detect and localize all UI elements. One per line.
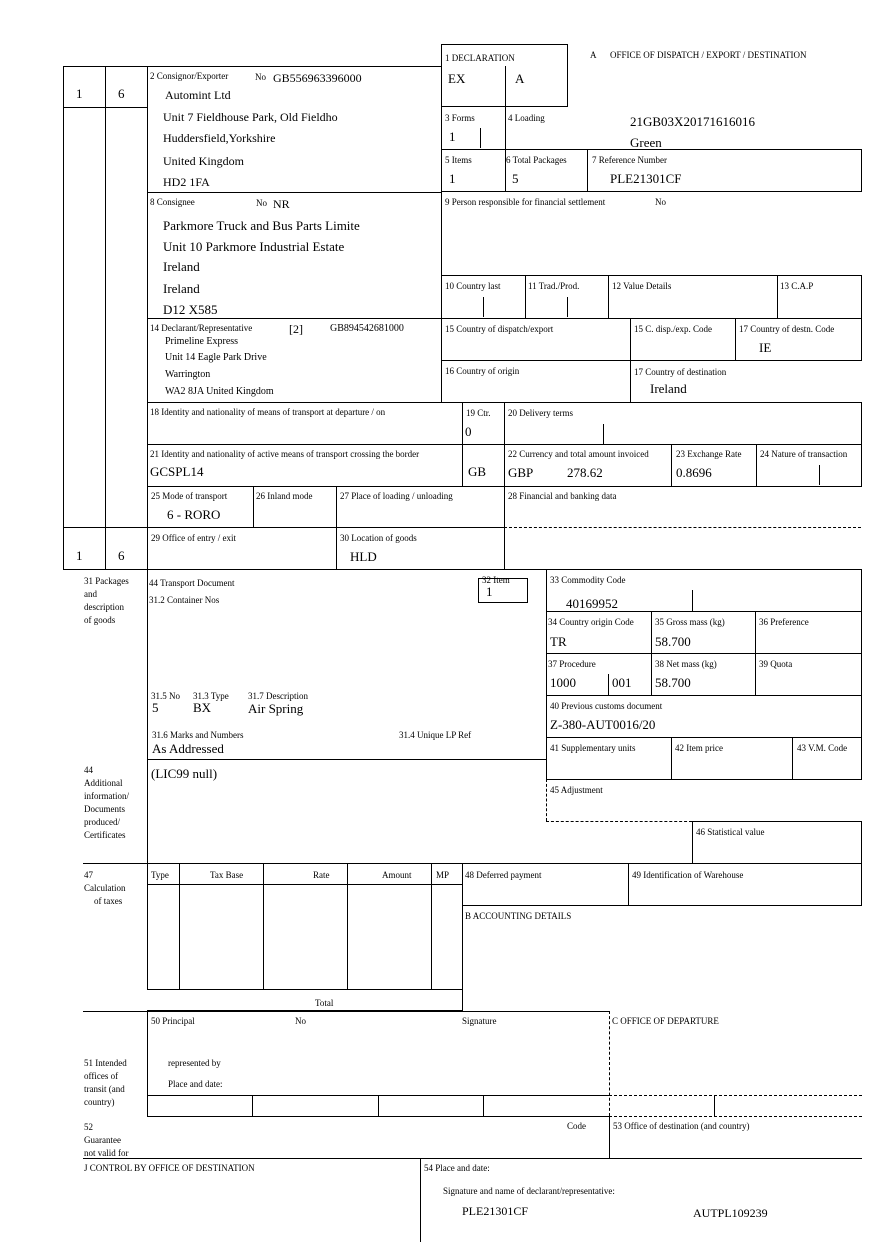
statistical-label: 46 Statistical value <box>696 827 765 837</box>
place-date-reference: PLE21301CF <box>462 1204 529 1218</box>
accounting-label: B ACCOUNTING DETAILS <box>465 911 572 921</box>
additional-info-side-label: 44 Additional information/ Documents produced/ Certificates <box>84 765 129 840</box>
consignee-number: NR <box>273 197 290 211</box>
guarantee-code-label: Code <box>567 1121 586 1131</box>
principal-no-label: No <box>295 1016 306 1026</box>
tax-header-amount: Amount <box>382 870 412 880</box>
declarant-code: [2] <box>289 322 303 336</box>
item-price-label: 42 Item price <box>675 743 723 753</box>
warehouse-label: 49 Identification of Warehouse <box>632 870 744 880</box>
declaration-subtype: A <box>515 71 525 86</box>
item-value: 1 <box>486 584 493 599</box>
deferred-label: 48 Deferred payment <box>465 870 542 880</box>
pkg-description-value: Air Spring <box>248 701 304 716</box>
copy-number-bottom: 1 <box>76 548 83 563</box>
consignee-line: Ireland <box>163 259 200 274</box>
financial-person-no-label: No <box>655 197 666 207</box>
tax-header-base: Tax Base <box>210 870 244 880</box>
packages-value: 5 <box>512 171 519 186</box>
consignor-label: 2 Consignor/Exporter <box>150 71 229 81</box>
quota-label: 39 Quota <box>759 659 793 669</box>
declarant-line: WA2 8JA United Kingdom <box>165 386 274 397</box>
previous-doc-value: Z-380-AUT0016/20 <box>550 717 656 732</box>
trad-prod-label: 11 Trad./Prod. <box>528 281 580 291</box>
place-date-user: AUTPL109239 <box>693 1206 768 1220</box>
procedure-value-2: 001 <box>612 675 632 690</box>
consignee-line: Parkmore Truck and Bus Parts Limite <box>163 218 360 233</box>
transit-side-label: 51 Intended offices of transit (and country) <box>84 1058 127 1107</box>
consignee-line: Ireland <box>163 281 200 296</box>
unique-ref-label: 31.4 Unique LP Ref <box>399 730 472 740</box>
origin-code-value: TR <box>550 634 567 649</box>
pkg-description-label: 31.7 Description <box>248 691 308 701</box>
transaction-label: 24 Nature of transaction <box>760 449 848 459</box>
marks-value: As Addressed <box>152 741 224 756</box>
consignor-line: Unit 7 Fieldhouse Park, Old Fieldho <box>163 110 338 124</box>
declarant-signature-label: Signature and name of declarant/representative: <box>443 1186 615 1196</box>
consignor-no-label: No <box>255 72 266 82</box>
forms-value: 1 <box>449 129 456 144</box>
consignee-label: 8 Consignee <box>150 197 195 207</box>
pkg-type-label: 31.3 Type <box>193 691 229 701</box>
packages-label: 6 Total Packages <box>506 155 567 165</box>
procedure-label: 37 Procedure <box>548 659 596 669</box>
control-label: J CONTROL BY OFFICE OF DESTINATION <box>84 1163 255 1173</box>
office-marker: A <box>590 50 597 60</box>
dest-code-label: 17 Country of destn. Code <box>739 324 835 334</box>
taxes-side-label: 47 Calculation of taxes <box>84 870 126 906</box>
item-label: 32 Item <box>482 575 510 585</box>
transport-mode-value: 6 - RORO <box>167 507 221 522</box>
active-transport-label: 21 Identity and nationality of active means of transport crossing the border <box>150 449 420 459</box>
adjustment-label: 45 Adjustment <box>550 785 603 795</box>
disp-code-label: 15 C. disp./exp. Code <box>634 324 712 334</box>
route-colour: Green <box>630 135 662 150</box>
transport-mode-label: 25 Mode of transport <box>151 491 228 501</box>
office-departure-label: C OFFICE OF DEPARTURE <box>612 1016 719 1026</box>
country-dispatch-label: 15 Country of dispatch/export <box>445 324 554 334</box>
reference-value: PLE21301CF <box>610 171 682 186</box>
consignee-no-label: No <box>256 198 267 208</box>
location-goods-value: HLD <box>350 549 377 564</box>
declarant-number: GB894542681000 <box>330 323 404 334</box>
items-value: 1 <box>449 171 456 186</box>
packages-side-label: 31 Packages and description of goods <box>84 576 129 625</box>
forms-label: 3 Forms <box>445 113 475 123</box>
origin-code-label: 34 Country origin Code <box>548 617 634 627</box>
declaration-type: EX <box>448 71 466 86</box>
tax-total-label: Total <box>315 998 334 1008</box>
consignor-line: Huddersfield,Yorkshire <box>163 131 276 145</box>
gross-mass-label: 35 Gross mass (kg) <box>655 617 725 627</box>
container-label: 19 Ctr. <box>466 408 491 418</box>
financial-person-label: 9 Person responsible for financial settlement <box>445 197 606 207</box>
copy-number-bottom-right: 6 <box>118 548 125 563</box>
pkg-no-label: 31.5 No <box>151 691 180 701</box>
tax-header-rate: Rate <box>313 870 330 880</box>
office-destination-label: 53 Office of destination (and country) <box>613 1121 750 1131</box>
consignor-line: Automint Ltd <box>165 88 231 102</box>
country-destination-value: Ireland <box>650 381 687 396</box>
cap-label: 13 C.A.P <box>780 281 814 291</box>
procedure-value: 1000 <box>550 675 576 690</box>
country-origin-label: 16 Country of origin <box>445 366 520 376</box>
place-loading-label: 27 Place of loading / unloading <box>340 491 453 501</box>
currency-code: GBP <box>508 465 534 480</box>
place-date-label: 54 Place and date: <box>424 1163 490 1173</box>
reference-mrn: 21GB03X20171616016 <box>630 114 755 129</box>
loading-label: 4 Loading <box>508 113 545 123</box>
additional-info-value: (LIC99 null) <box>151 766 218 781</box>
container-nos-label: 31.2 Container Nos <box>149 595 220 605</box>
place-date-principal-label: Place and date: <box>168 1079 223 1089</box>
currency-amount: 278.62 <box>567 465 603 480</box>
location-goods-label: 30 Location of goods <box>340 533 417 543</box>
declarant-label: 14 Declarant/Representative <box>150 323 253 333</box>
office-heading: OFFICE OF DISPATCH / EXPORT / DESTINATION <box>610 50 807 60</box>
declarant-line: Primeline Express <box>165 336 239 347</box>
net-mass-label: 38 Net mass (kg) <box>655 659 717 669</box>
active-transport-value: GCSPL14 <box>150 464 204 479</box>
previous-doc-label: 40 Previous customs document <box>550 701 663 711</box>
consignor-line: United Kingdom <box>163 154 244 168</box>
reference-label: 7 Reference Number <box>592 155 667 165</box>
marks-label: 31.6 Marks and Numbers <box>152 730 244 740</box>
consignor-line: HD2 1FA <box>163 175 210 189</box>
commodity-value: 40169952 <box>566 596 618 611</box>
dest-code-value: IE <box>759 340 772 355</box>
vm-code-label: 43 V.M. Code <box>797 743 848 753</box>
principal-label: 50 Principal <box>151 1016 195 1026</box>
exchange-label: 23 Exchange Rate <box>676 449 742 459</box>
copy-number-top-right: 6 <box>118 86 125 101</box>
country-destination-label: 17 Country of destination <box>634 367 727 377</box>
active-transport-nationality: GB <box>468 464 487 479</box>
pkg-no-value: 5 <box>152 700 159 715</box>
transport-doc-label: 44 Transport Document <box>149 578 235 588</box>
tax-header-type: Type <box>151 870 169 880</box>
items-label: 5 Items <box>445 155 472 165</box>
gross-mass-value: 58.700 <box>655 634 691 649</box>
financial-banking-label: 28 Financial and banking data <box>508 491 617 501</box>
tax-header-mp: MP <box>436 870 450 880</box>
declaration-label: 1 DECLARATION <box>445 53 515 63</box>
country-last-label: 10 Country last <box>445 281 501 291</box>
inland-mode-label: 26 Inland mode <box>256 491 313 501</box>
copy-number-top: 1 <box>76 86 83 101</box>
principal-signature-label: Signature <box>462 1016 497 1026</box>
office-entry-label: 29 Office of entry / exit <box>151 533 237 543</box>
guarantee-side-label: 52 Guarantee not valid for <box>84 1122 129 1158</box>
pkg-type-value: BX <box>193 700 212 715</box>
consignee-line: D12 X585 <box>163 302 218 317</box>
commodity-label: 33 Commodity Code <box>550 575 626 585</box>
consignee-line: Unit 10 Parkmore Industrial Estate <box>163 239 345 254</box>
consignor-number: GB556963396000 <box>273 71 362 85</box>
delivery-terms-label: 20 Delivery terms <box>508 408 573 418</box>
net-mass-value: 58.700 <box>655 675 691 690</box>
exchange-value: 0.8696 <box>676 465 712 480</box>
represented-label: represented by <box>168 1058 221 1068</box>
declarant-line: Unit 14 Eagle Park Drive <box>165 352 267 363</box>
supplementary-label: 41 Supplementary units <box>550 743 636 753</box>
declarant-line: Warrington <box>165 369 211 380</box>
value-details-label: 12 Value Details <box>612 281 672 291</box>
preference-label: 36 Preference <box>759 617 809 627</box>
currency-label: 22 Currency and total amount invoiced <box>508 449 649 459</box>
transport-departure-label: 18 Identity and nationality of means of transport at departure / on <box>150 407 386 417</box>
container-value: 0 <box>465 424 472 439</box>
